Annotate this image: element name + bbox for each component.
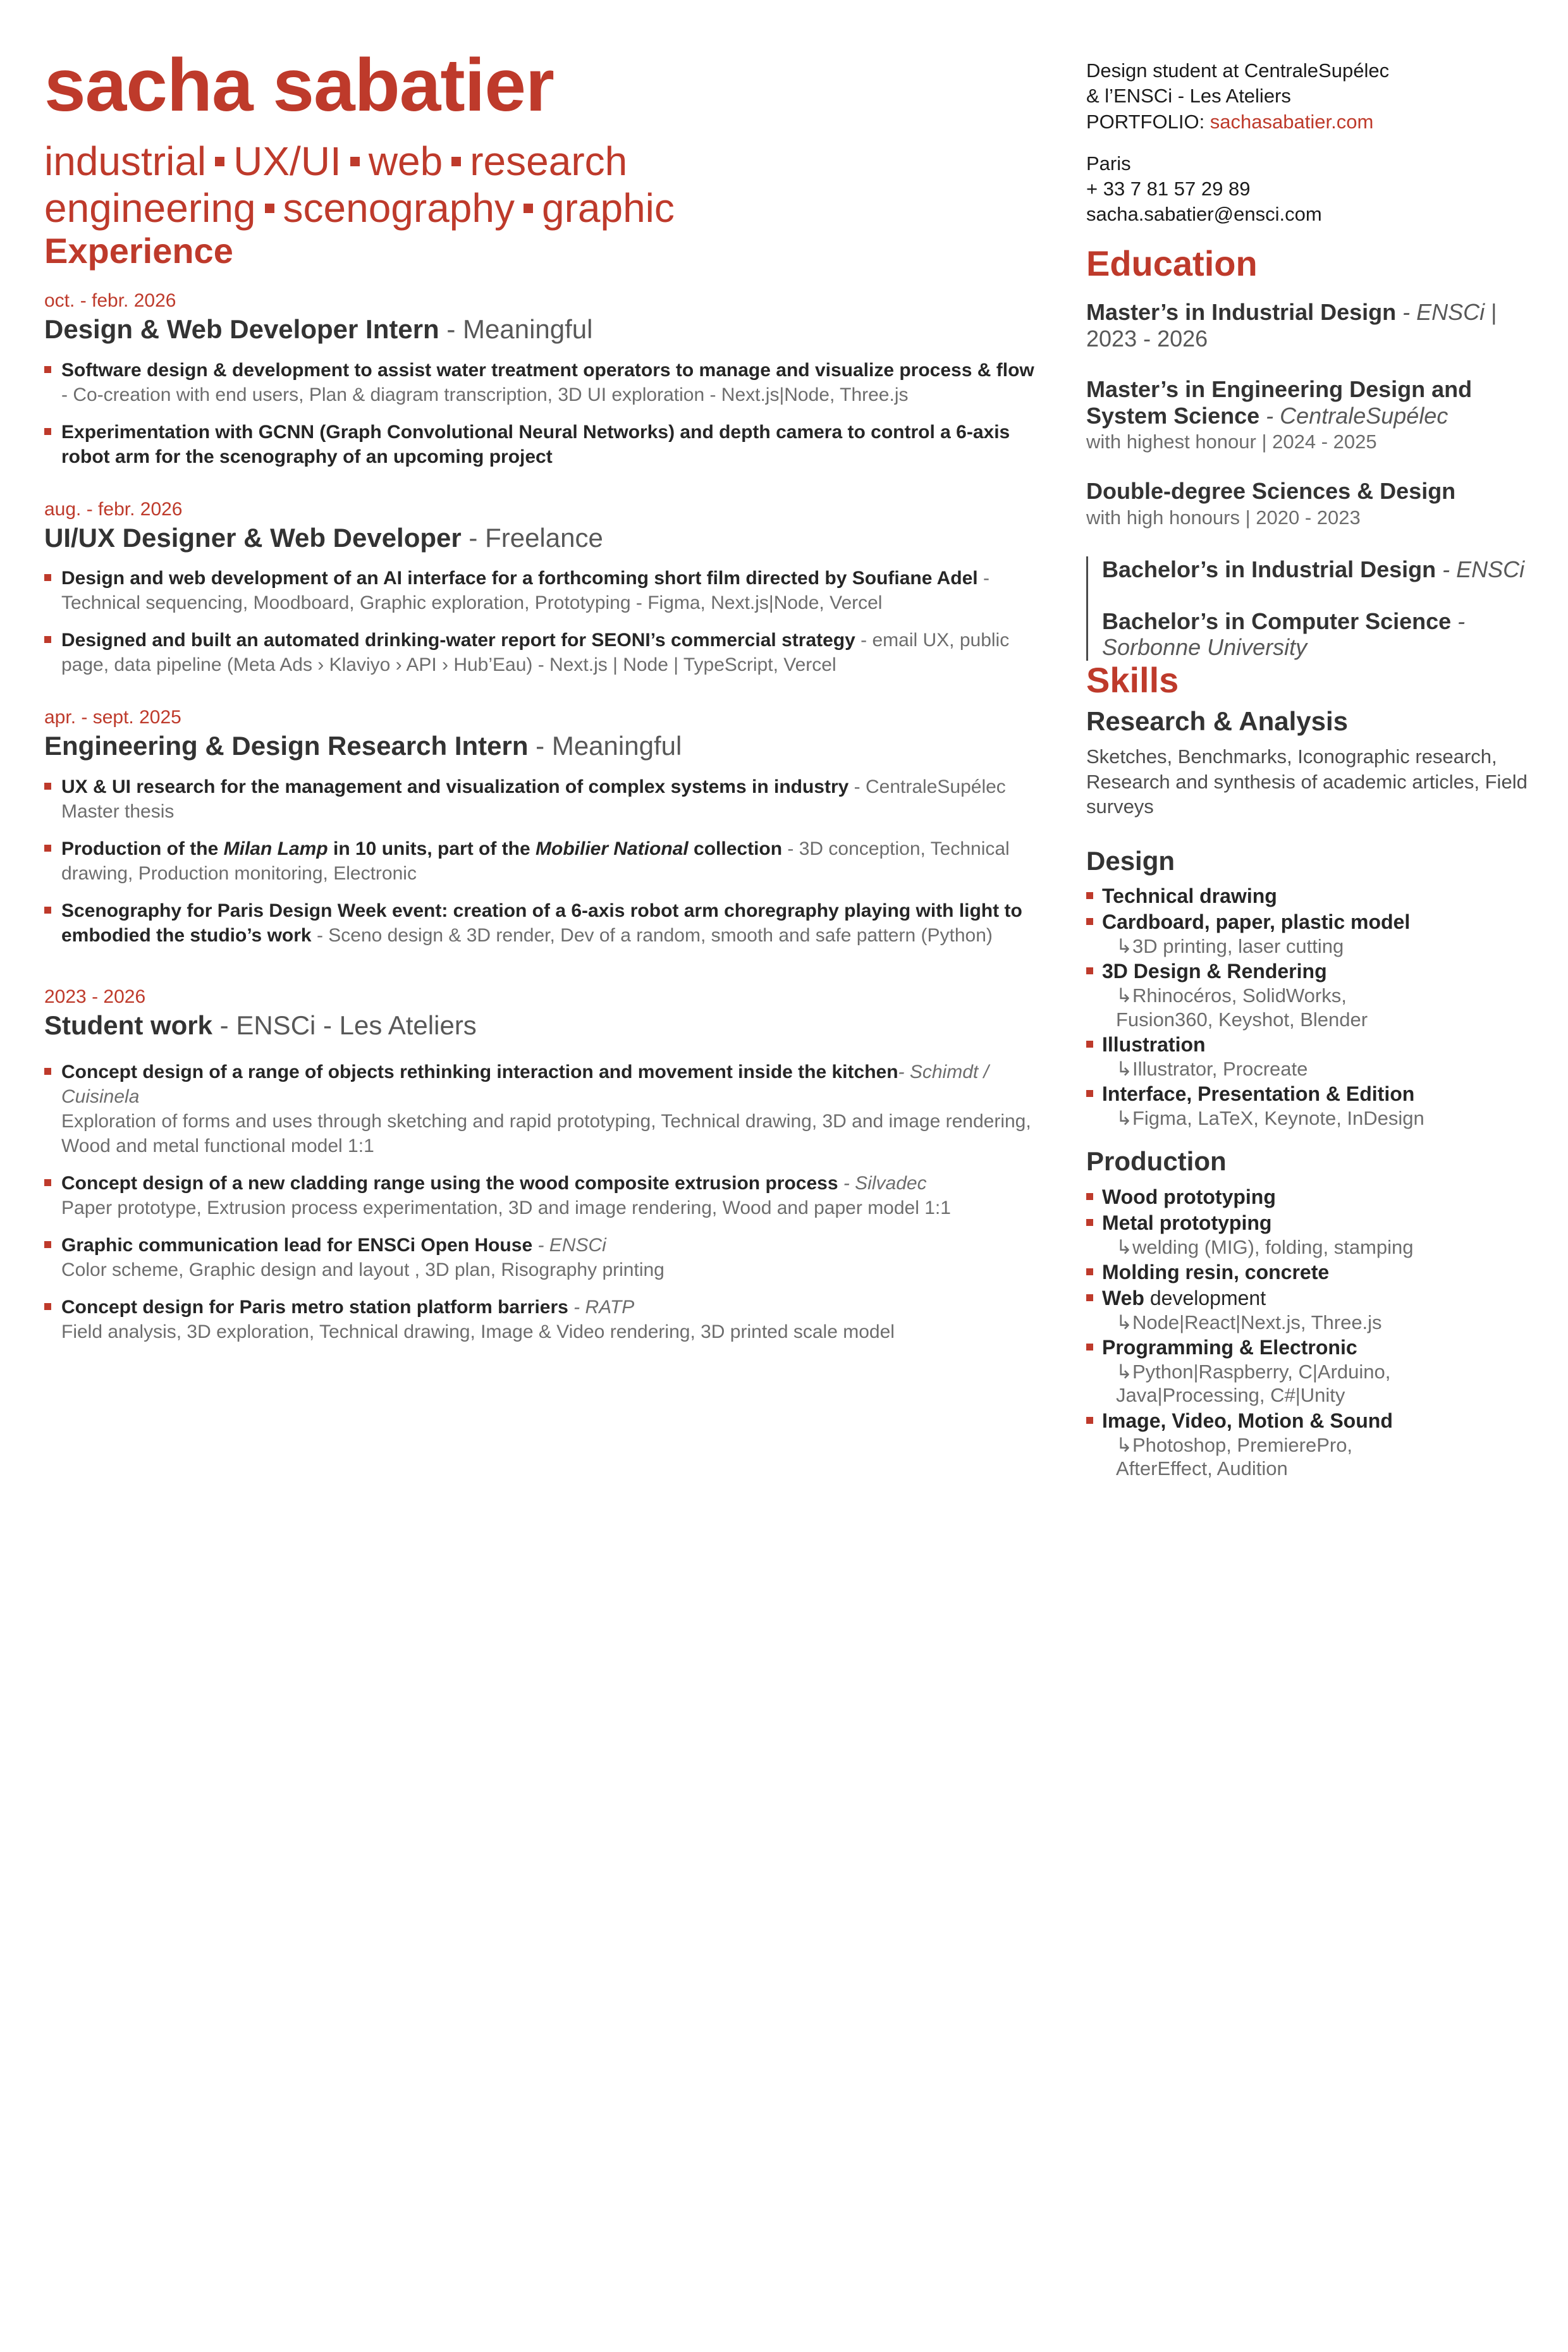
bullet-bold: Concept design for Paris metro station platform barriers <box>61 1297 568 1318</box>
bullet-bold-mid: in 10 units, part of the <box>328 838 536 859</box>
education-entry <box>1102 608 1529 661</box>
skill-item <box>1086 1335 1529 1407</box>
skill-item <box>1086 1260 1529 1285</box>
skill-tools: ↳Node|React|Next.js, Three.js <box>1116 1311 1382 1333</box>
skill-tools-cont: Fusion360, Keyshot, Blender <box>1116 1008 1368 1031</box>
experience-entry <box>44 498 1037 678</box>
bullet-italic: Mobilier National <box>536 838 689 859</box>
bullet-bold-post: collection <box>688 838 783 859</box>
bullet-bold: Software design & development to assist water treatment operators to manage and visualize process & flow <box>61 359 1034 381</box>
education-institution: - ENSCi <box>1396 299 1485 326</box>
skills-production-list <box>1086 1185 1529 1480</box>
tagline-word: UX/UI <box>233 138 341 184</box>
bullet-plain: Color scheme, Graphic design and layout , 3D plan, Risography printing <box>61 1259 665 1281</box>
entry-bullet <box>44 836 1037 886</box>
entry-dates: 2023 - 2026 <box>44 986 146 1007</box>
bullet-detail: - CentraleSupélec Master thesis <box>61 776 1006 822</box>
education-entry <box>1086 299 1529 352</box>
education-barred-group <box>1086 556 1529 661</box>
contact-phone[interactable]: + 33 7 81 57 29 89 <box>1086 178 1251 200</box>
education-title: Master’s in Engineering Design and System Science <box>1086 376 1473 429</box>
entry-bullet <box>44 1060 1037 1158</box>
skill-label: Interface, Presentation & Edition <box>1102 1082 1415 1106</box>
tagline-word: graphic <box>541 185 675 231</box>
entry-bullet <box>44 775 1037 824</box>
entry-bullet <box>44 1233 1037 1282</box>
skills-production-title: Production <box>1086 1146 1227 1177</box>
contact-city: Paris <box>1086 152 1131 175</box>
entry-bullet <box>44 898 1037 948</box>
bullet-square-icon <box>350 157 360 166</box>
education-sub: with highest honour | 2024 - 2025 <box>1086 431 1377 453</box>
education-heading: Education <box>1086 243 1258 283</box>
skill-label: Metal prototyping <box>1102 1211 1272 1234</box>
entry-bullet <box>44 358 1037 407</box>
entry-role <box>44 1010 1037 1041</box>
entry-dates: apr. - sept. 2025 <box>44 707 181 728</box>
skill-label: Wood prototyping <box>1102 1185 1276 1208</box>
education-title: Bachelor’s in Industrial Design <box>1102 556 1436 582</box>
bullet-bold: Design and web development of an AI interface for a forthcoming short film directed by Soufiane Adel <box>61 568 978 589</box>
right-column <box>1086 0 1529 1481</box>
bullet-italic: - Schimdt / Cuisinela <box>61 1062 989 1108</box>
bullet-square-icon <box>265 204 274 213</box>
bullet-plain: Field analysis, 3D exploration, Technical drawing, Image & Video rendering, 3D printed scale model <box>61 1321 895 1343</box>
tagline-word: web <box>368 138 443 184</box>
skill-item <box>1086 959 1529 1031</box>
experience-entry <box>44 290 1037 469</box>
role-org: - Meaningful <box>439 314 593 345</box>
skill-tools: ↳Python|Raspberry, C|Arduino, <box>1116 1361 1391 1383</box>
role-title: UI/UX Designer & Web Developer <box>44 522 462 553</box>
entry-bullet <box>44 420 1037 469</box>
experience-entry <box>44 986 1037 1345</box>
skill-item <box>1086 1032 1529 1081</box>
experience-entry <box>44 706 1037 948</box>
role-title: Student work <box>44 1010 213 1040</box>
tagline-word: research <box>470 138 628 184</box>
bullet-detail: - email UX, public page, data pipeline (Meta Ads › Klaviyo › API › Hub’Eau) - Next.js | Node | TypeScript, Vercel <box>61 630 1010 676</box>
bullet-detail: - Sceno design & 3D render, Dev of a random, smooth and safe pattern (Python) <box>311 924 993 946</box>
bullet-bold <box>61 838 782 859</box>
bullet-italic: Milan Lamp <box>223 838 328 859</box>
entry-bullet <box>44 566 1037 615</box>
contact-email[interactable]: sacha.sabatier@ensci.com <box>1086 203 1322 226</box>
skill-label: Image, Video, Motion & Sound <box>1102 1409 1393 1432</box>
skill-tools: ↳Rhinocéros, SolidWorks, <box>1116 984 1347 1007</box>
bullet-bold: Graphic communication lead for ENSCi Open House <box>61 1235 533 1256</box>
skill-label: 3D Design & Rendering <box>1102 960 1327 983</box>
bullet-bold: Concept design of a new cladding range using the wood composite extrusion process <box>61 1173 838 1194</box>
bullet-square-icon <box>215 157 224 166</box>
skill-label: Cardboard, paper, plastic model <box>1102 910 1411 934</box>
bullet-italic: - ENSCi <box>532 1235 606 1256</box>
bullet-bold-pre: Production of the <box>61 838 224 859</box>
skill-tools: ↳3D printing, laser cutting <box>1116 935 1344 958</box>
bullet-bold: UX & UI research for the management and visualization of complex systems in industry <box>61 776 849 797</box>
role-org: - Meaningful <box>528 731 682 761</box>
bullet-plain: Paper prototype, Extrusion process experimentation, 3D and image rendering, Wood and paper model 1:1 <box>61 1197 951 1219</box>
entry-bullet <box>44 1295 1037 1344</box>
skill-label-regular: development <box>1149 1286 1266 1309</box>
contact-group-personal <box>1086 151 1529 228</box>
skill-item <box>1086 1211 1529 1259</box>
education-title: Master’s in Industrial Design <box>1086 299 1397 326</box>
skill-tools: ↳Illustrator, Procreate <box>1116 1057 1308 1080</box>
portfolio-link[interactable]: sachasabatier.com <box>1210 110 1374 133</box>
entry-role <box>44 522 1037 554</box>
skill-item <box>1086 1409 1529 1480</box>
tagline-word: engineering <box>44 185 256 231</box>
entry-bullet <box>44 1171 1037 1220</box>
skill-item <box>1086 910 1529 958</box>
skill-tools-cont: AfterEffect, Audition <box>1116 1457 1288 1479</box>
contact-group-school <box>1086 58 1529 135</box>
contact-school-line1: Design student at CentraleSupélec <box>1086 59 1390 82</box>
entry-role <box>44 730 1037 762</box>
experience-heading: Experience <box>44 231 233 271</box>
left-column <box>44 0 1037 1344</box>
page-title: sacha sabatier <box>44 44 554 127</box>
bullet-bold: Concept design of a range of objects rethinking interaction and movement inside the kitchen <box>61 1062 898 1083</box>
contact-school-line2: & l’ENSCi - Les Ateliers <box>1086 85 1291 107</box>
skills-research-title: Research & Analysis <box>1086 706 1348 736</box>
tagline-word: scenography <box>283 185 515 231</box>
education-institution: - ENSCi <box>1436 556 1525 582</box>
entry-dates: oct. - febr. 2026 <box>44 290 176 312</box>
education-institution: - Sorbonne University <box>1102 608 1466 661</box>
skill-label: Molding resin, concrete <box>1102 1260 1330 1283</box>
education-entry <box>1102 556 1529 583</box>
bullet-detail: - 3D conception, Technical drawing, Production monitoring, Electronic <box>61 838 1010 884</box>
education-sub: with high honours | 2020 - 2023 <box>1086 506 1361 529</box>
skill-label <box>1102 1287 1266 1309</box>
bullet-square-icon <box>451 157 461 166</box>
education-institution: - CentraleSupélec <box>1259 402 1449 429</box>
bullet-italic: - Silvadec <box>838 1173 927 1194</box>
skill-tools: ↳Photoshop, PremierePro, <box>1116 1433 1353 1456</box>
skill-label: Illustration <box>1102 1032 1206 1056</box>
education-title: Bachelor’s in Computer Science <box>1102 608 1452 634</box>
skill-item <box>1086 1185 1529 1210</box>
bullet-italic: - RATP <box>568 1297 635 1318</box>
skill-label: Technical drawing <box>1102 885 1277 908</box>
tagline <box>44 138 1037 231</box>
skill-tools: ↳Figma, LaTeX, Keynote, InDesign <box>1116 1107 1424 1130</box>
bullet-square-icon <box>524 204 533 213</box>
bullet-plain: Exploration of forms and uses through sketching and rapid prototyping, Technical drawing, 3D and image rendering, Wood and metal functional model 1:1 <box>61 1111 1031 1157</box>
skill-label: Programming & Electronic <box>1102 1336 1357 1359</box>
tagline-word: industrial <box>44 138 207 184</box>
skill-label-bold: Web <box>1102 1286 1150 1309</box>
education-title: Double-degree Sciences & Design <box>1086 478 1456 505</box>
skill-tools: ↳welding (MIG), folding, stamping <box>1116 1235 1414 1258</box>
tagline-line-2 <box>44 185 1037 231</box>
tagline-line-1 <box>44 138 1037 185</box>
skill-tools-cont: Java|Processing, C#|Unity <box>1116 1384 1345 1407</box>
portfolio-label: PORTFOLIO: <box>1086 110 1210 133</box>
skills-design-list <box>1086 884 1529 1130</box>
role-title: Design & Web Developer Intern <box>44 314 439 345</box>
entry-dates: aug. - febr. 2026 <box>44 498 183 520</box>
skills-research-body: Sketches, Benchmarks, Iconographic research, Research and synthesis of academic articles, Field surveys <box>1086 745 1528 818</box>
skill-item <box>1086 1286 1529 1334</box>
contact-block <box>1086 0 1529 228</box>
bullet-bold: Scenography for Paris Design Week event: creation of a 6-axis robot arm choregraphy playing with light to embodied the studio’s work <box>61 900 1022 946</box>
education-entry <box>1086 376 1529 454</box>
entry-bullet <box>44 628 1037 677</box>
bullet-detail: - Co-creation with end users, Plan & diagram transcription, 3D UI exploration - Next.js|Node, Three.js <box>61 384 909 405</box>
role-org: - Freelance <box>461 522 603 553</box>
skill-item <box>1086 1082 1529 1130</box>
education-meta: | 2023 - 2026 <box>1086 299 1497 352</box>
skills-design-title: Design <box>1086 845 1175 876</box>
skill-item <box>1086 884 1529 909</box>
education-entry <box>1086 478 1529 530</box>
role-title: Engineering & Design Research Intern <box>44 731 529 761</box>
bullet-detail: - Technical sequencing, Moodboard, Graphic exploration, Prototyping - Figma, Next.js|Node, Vercel <box>61 568 989 614</box>
skills-heading: Skills <box>1086 660 1179 700</box>
role-org: - ENSCi - Les Ateliers <box>212 1010 477 1040</box>
bullet-bold: Designed and built an automated drinking-water report for SEONI’s commercial strategy <box>61 630 855 651</box>
bullet-bold: Experimentation with GCNN (Graph Convolutional Neural Networks) and depth camera to control a 6-axis robot arm for the scenography of an upcoming project <box>61 421 1010 467</box>
portfolio-line <box>1086 109 1529 135</box>
entry-role <box>44 314 1037 345</box>
